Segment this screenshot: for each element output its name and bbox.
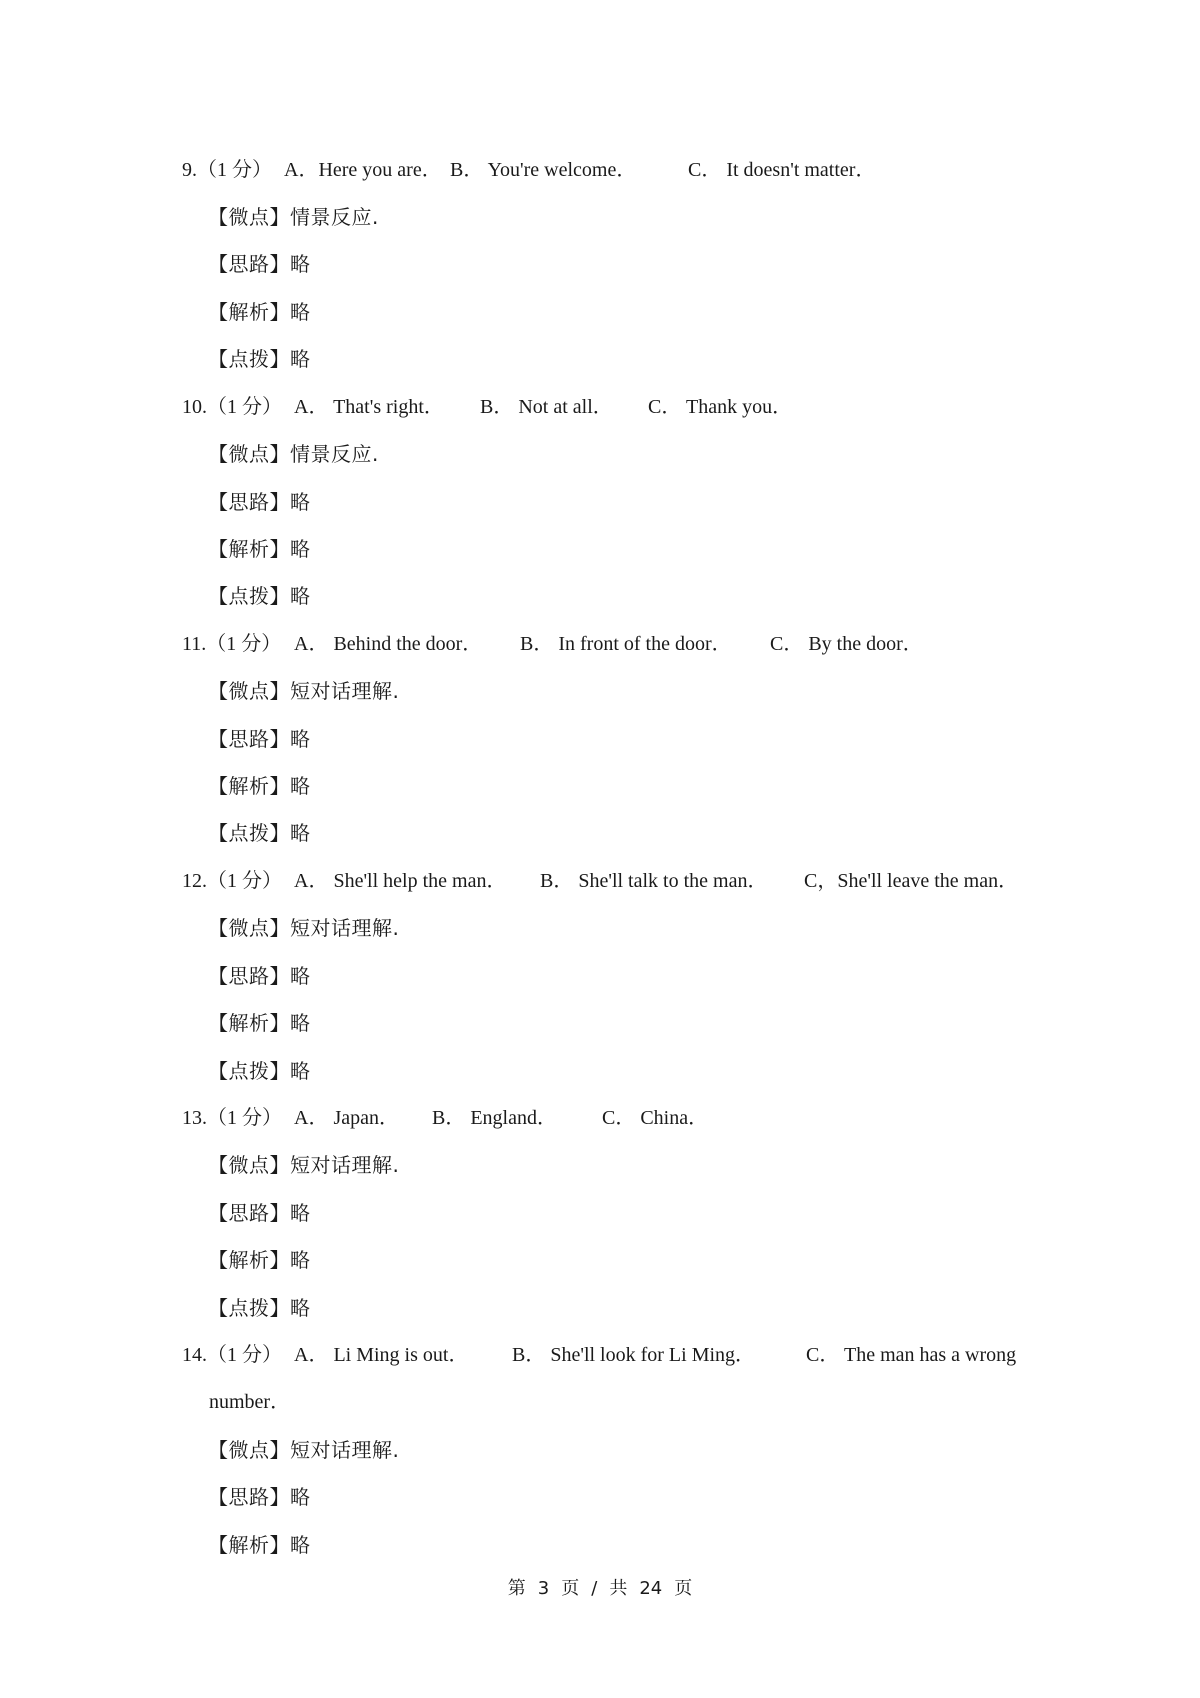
question-14-head: 14.（1 分）	[182, 1344, 282, 1366]
footer-separator: /	[591, 1578, 598, 1599]
question-12-option-a: A． She'll help the man．	[294, 870, 507, 892]
question-11-tag-silu: 【思路】略	[208, 727, 311, 751]
question-11-tag-dianbo: 【点拨】略	[208, 821, 311, 845]
question-11-tag-weidian: 【微点】短对话理解.	[208, 679, 400, 703]
question-9-tag-silu: 【思路】略	[208, 252, 311, 276]
question-10-tag-jiexi: 【解析】略	[208, 537, 311, 561]
question-12-tag-dianbo: 【点拨】略	[208, 1059, 311, 1083]
question-9-head: 9.（1 分）	[182, 159, 272, 181]
question-10-head: 10.（1 分）	[182, 396, 282, 418]
footer-label-page: 第	[507, 1578, 526, 1599]
question-12-tag-jiexi: 【解析】略	[208, 1011, 311, 1035]
question-10-tag-weidian: 【微点】情景反应.	[208, 442, 379, 466]
footer-label-ye-2: 页	[674, 1578, 693, 1599]
footer-label-total: 共	[609, 1578, 628, 1599]
question-12-option-c: C，She'll leave the man．	[804, 870, 1019, 892]
question-13-tag-jiexi: 【解析】略	[208, 1248, 311, 1272]
question-13-tag-dianbo: 【点拨】略	[208, 1296, 311, 1320]
question-11-head: 11.（1 分）	[182, 633, 282, 655]
question-10-option-b: B． Not at all．	[480, 396, 613, 418]
question-11-option-a: A． Behind the door．	[294, 633, 483, 655]
question-9-option-b: B． You're welcome．	[450, 159, 637, 181]
question-13-tag-silu: 【思路】略	[208, 1201, 311, 1225]
question-9-tag-dianbo: 【点拨】略	[208, 347, 311, 371]
question-10-tag-dianbo: 【点拨】略	[208, 584, 311, 608]
question-14-tag-weidian: 【微点】短对话理解.	[208, 1438, 400, 1462]
question-11-tag-jiexi: 【解析】略	[208, 774, 311, 798]
question-14-tag-jiexi: 【解析】略	[208, 1533, 311, 1557]
question-11-option-b: B． In front of the door．	[520, 633, 732, 655]
question-10-option-c: C． Thank you．	[648, 396, 793, 418]
question-12-option-b: B． She'll talk to the man．	[540, 870, 768, 892]
question-12-head: 12.（1 分）	[182, 870, 282, 892]
question-13-head: 13.（1 分）	[182, 1107, 282, 1129]
footer-label-ye: 页	[561, 1578, 580, 1599]
question-11-option-c: C． By the door．	[770, 633, 923, 655]
question-10-option-a: A． That's right．	[294, 396, 444, 418]
question-14-option-a: A． Li Ming is out．	[294, 1344, 469, 1366]
footer-total-pages: 24	[639, 1578, 663, 1599]
question-14-continuation: number．	[209, 1391, 291, 1413]
question-9-tag-jiexi: 【解析】略	[208, 300, 311, 324]
question-14-tag-silu: 【思路】略	[208, 1485, 311, 1509]
question-10-tag-silu: 【思路】略	[208, 490, 311, 514]
question-9-tag-weidian: 【微点】情景反应.	[208, 205, 379, 229]
question-13-option-c: C． China．	[602, 1107, 709, 1129]
question-13-option-a: A． Japan．	[294, 1107, 399, 1129]
question-9-option-c: C． It doesn't matter．	[688, 159, 876, 181]
question-12-tag-silu: 【思路】略	[208, 964, 311, 988]
question-13-tag-weidian: 【微点】短对话理解.	[208, 1153, 400, 1177]
page-footer	[0, 1578, 1200, 1600]
question-14-option-c: C． The man has a wrong	[806, 1344, 1017, 1366]
question-9-option-a: A．Here you are．	[284, 159, 442, 181]
question-13-option-b: B． England．	[432, 1107, 557, 1129]
question-14-option-b: B． She'll look for Li Ming．	[512, 1344, 756, 1366]
question-12-tag-weidian: 【微点】短对话理解.	[208, 916, 400, 940]
footer-current-page: 3	[537, 1578, 550, 1599]
